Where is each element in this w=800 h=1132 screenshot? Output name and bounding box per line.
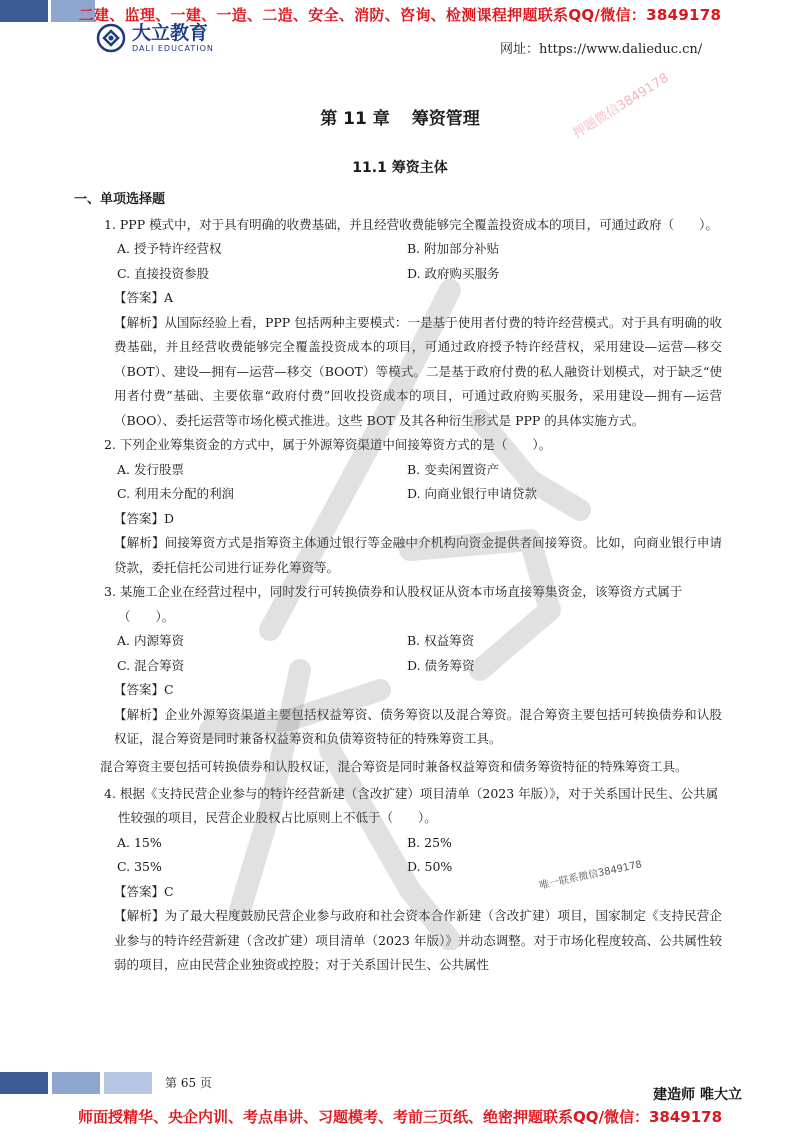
chapter-number: 第 11 章 [320,109,390,129]
logo [96,22,214,53]
website-link[interactable]: 网址：https://www.dalieduc.cn/ [500,42,703,57]
explanation: 【解析】间接筹资方式是指筹资主体通过银行等金融中介机构向资金提供者间接筹资。比如，向商业银行申请贷款，委托信托公司进行证券化筹资等。 [114,535,722,575]
option: C. 直接投资参股 [117,265,210,281]
option: C. 利用未分配的利润 [117,486,235,501]
option: B. 变卖闲置资产 [407,461,500,477]
option: A. 发行股票 [117,461,184,477]
answer: 【答案】C [114,883,174,899]
option: A. 内源筹资 [117,633,184,648]
watermark-diagonal: 押题微信3849178 [570,70,672,142]
question-3 [82,580,722,752]
plain-note: 混合筹资主要包括可转换债券和认股权证，混合筹资是同时兼备权益筹资和债务筹资特征的特殊筹资工具。 [100,758,688,774]
question-stem: 3. 某施工企业在经营过程中，同时发行可转换债券和认股权证从资本市场直接筹集资金，该筹资方式属于（ ）。 [104,584,683,624]
explanation: 【解析】从国际经验上看，PPP 包括两种主要模式：一是基于使用者付费的特许经营模式。对于具有明确的收费基础，并且经营收费能够完全覆盖投资成本的项目，可通过政府授予特许经营权，采用建设—运营—移交（BOT）、建设—拥有—运营—移交（BOOT）等模式。二是基于政府付费的私人融资计划模式，对于缺乏“使用者付费”基础、主要依靠“政府付费”回收投资成本的项目，可通过政府购买服务，采用建设—拥有—运营（BOO）、委托运营等市场化模式推进。这些 BOT 及其各种衍生形式是 PPP 的具体实施方式。 [114,314,722,428]
logo-name: 大立教育 [132,22,209,44]
bottom-banner-text: 师面授精华、央企内训、考点串讲、习题模考、考前三页纸、绝密押题联系QQ/微信：3849178 [77,1108,723,1126]
option: D. 债务筹资 [407,657,475,673]
logo-english: DALI EDUCATION [132,44,214,53]
question-1 [82,213,722,434]
question-stem: 1. PPP 模式中，对于具有明确的收费基础，并且经营收费能够完全覆盖投资成本的项目，可通过政府（ ）。 [104,216,718,232]
question-stem: 4. 根据《支持民营企业参与的特许经营新建（含改扩建）项目清单（2023 年版）》，对于关系国计民生、公共属性较强的项目，民营企业股权占比原则上不低于（ ）。 [104,785,719,825]
option: B. 25% [407,834,452,850]
question-stem: 2. 下列企业筹集资金的方式中，属于外源筹资渠道中间接筹资方式的是（ ）。 [104,437,552,452]
footer-decor-bars [0,1072,152,1094]
option: A. 15% [117,834,162,850]
section-title: 11.1 筹资主体 [352,160,448,176]
chapter-name: 筹资管理 [411,109,480,129]
explanation: 【解析】企业外源筹资渠道主要包括权益筹资、债务筹资以及混合筹资。混合筹资主要包括可转换债券和认股权证，混合筹资是同时兼备权益筹资和负债筹资特征的特殊筹资工具。 [114,706,722,746]
watermark-contact: 唯一联系微信3849178 [538,859,643,892]
option: C. 35% [117,859,162,874]
options [117,458,722,507]
question-2 [82,433,722,580]
option: D. 政府购买服务 [407,265,500,281]
option: B. 附加部分补贴 [407,241,500,256]
explanation: 【解析】为了最大程度鼓励民营企业参与政府和社会资本合作新建（含改扩建）项目，国家制定《支持民营企业参与的特许经营新建（含改扩建）项目清单（2023 年版）》并动态调整。对于市场化程度较高、公共属性较弱的项目，应由民营企业独资或控股；对于关系国计民生、公共属性 [114,908,722,972]
part-heading: 一、单项选择题 [74,192,166,207]
chapter-title [0,104,800,129]
page-number: 第 65 页 [165,1076,212,1090]
document-body [74,188,722,978]
option: D. 向商业银行申请贷款 [407,486,538,501]
answer: 【答案】D [114,510,175,526]
option: A. 授予特许经营权 [117,241,222,256]
question-4 [82,782,722,978]
dali-logo-icon [96,23,126,53]
footer-brand: 建造师 唯大立 [653,1087,742,1103]
option: C. 混合筹资 [117,657,185,673]
option: B. 权益筹资 [407,633,475,648]
top-banner-text: 二建、监理、一建、一造、二造、安全、消防、咨询、检测课程押题联系QQ/微信：3849178 [78,6,722,24]
options [117,831,722,880]
option: D. 50% [407,859,453,874]
options [117,629,722,678]
answer: 【答案】A [114,290,174,305]
answer: 【答案】C [114,682,174,697]
options [117,237,722,286]
